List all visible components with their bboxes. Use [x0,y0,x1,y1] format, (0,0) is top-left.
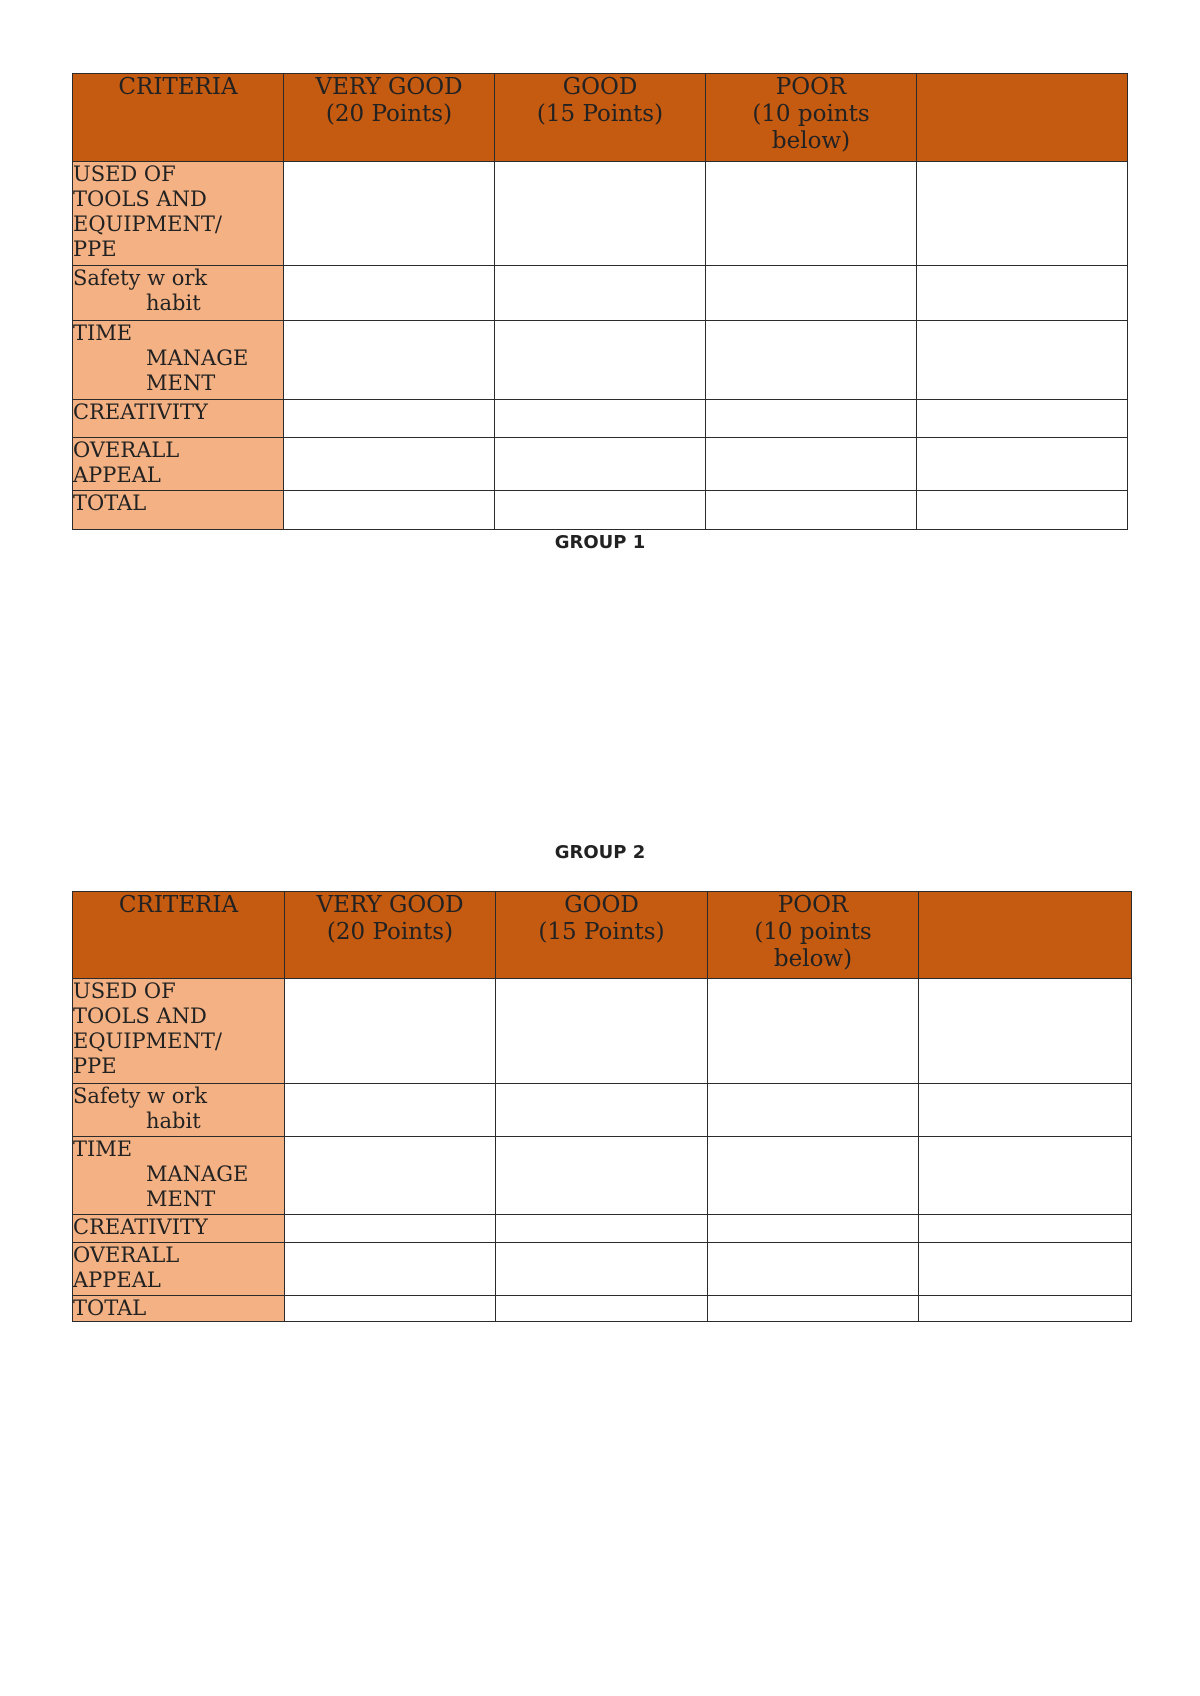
score-cell[interactable] [285,1084,496,1137]
score-cell[interactable] [917,266,1128,321]
criterion-total: TOTAL [73,1296,285,1322]
score-cell[interactable] [496,1084,708,1137]
criterion-creativity: CREATIVITY [73,1215,285,1243]
score-cell[interactable] [495,321,706,400]
group-2-label: GROUP 2 [554,842,646,863]
criterion-tools-equipment: USED OF TOOLS AND EQUIPMENT/ PPE [73,979,285,1084]
score-cell[interactable] [706,438,917,491]
criterion-safety-work-habit: Safety w ork habit [73,1084,285,1137]
score-cell[interactable] [496,1215,708,1243]
score-cell[interactable] [708,1296,919,1322]
rubric-table-group-2 [72,891,1132,1322]
score-cell[interactable] [919,1243,1132,1296]
table-row [73,266,1128,321]
score-cell[interactable] [919,1084,1132,1137]
rubric-table-group-1 [72,73,1128,530]
score-cell[interactable] [706,162,917,266]
score-cell[interactable] [917,438,1128,491]
table-row [73,321,1128,400]
good-header: GOOD (15 Points) [496,892,708,979]
group-1-label: GROUP 1 [554,532,646,553]
criterion-overall-appeal: OVERALL APPEAL [73,1243,285,1296]
good-header: GOOD (15 Points) [495,74,706,162]
header-row [73,892,1132,979]
score-cell[interactable] [496,1137,708,1215]
score-cell[interactable] [285,1243,496,1296]
score-cell[interactable] [284,400,495,438]
table-row [73,438,1128,491]
score-cell[interactable] [495,162,706,266]
blank-header [919,892,1132,979]
poor-header: POOR (10 points below) [708,892,919,979]
score-cell[interactable] [706,266,917,321]
criterion-tools-equipment: USED OF TOOLS AND EQUIPMENT/ PPE [73,162,284,266]
score-cell[interactable] [917,400,1128,438]
score-cell[interactable] [285,1296,496,1322]
score-cell[interactable] [495,491,706,530]
score-cell[interactable] [284,438,495,491]
score-cell[interactable] [917,491,1128,530]
criterion-time-management: TIME MANAGE MENT [73,1137,285,1215]
criterion-creativity: CREATIVITY [73,400,284,438]
poor-header: POOR (10 points below) [706,74,917,162]
score-cell[interactable] [495,400,706,438]
score-cell[interactable] [919,1296,1132,1322]
table-row [73,1215,1132,1243]
score-cell[interactable] [708,1243,919,1296]
score-cell[interactable] [285,979,496,1084]
criterion-time-management: TIME MANAGE MENT [73,321,284,400]
score-cell[interactable] [285,1215,496,1243]
score-cell[interactable] [284,491,495,530]
score-cell[interactable] [496,1243,708,1296]
score-cell[interactable] [496,979,708,1084]
score-cell[interactable] [284,266,495,321]
table-row [73,1243,1132,1296]
table-row [73,979,1132,1084]
table-row [73,1137,1132,1215]
score-cell[interactable] [708,979,919,1084]
score-cell[interactable] [495,266,706,321]
criteria-header: CRITERIA [73,74,284,162]
score-cell[interactable] [285,1137,496,1215]
score-cell[interactable] [919,1215,1132,1243]
score-cell[interactable] [708,1215,919,1243]
table-row [73,1084,1132,1137]
score-cell[interactable] [919,1137,1132,1215]
table-row [73,491,1128,530]
very-good-header: VERY GOOD (20 Points) [285,892,496,979]
criterion-safety-work-habit: Safety w ork habit [73,266,284,321]
score-cell[interactable] [706,321,917,400]
score-cell[interactable] [706,400,917,438]
criterion-overall-appeal: OVERALL APPEAL [73,438,284,491]
table-row [73,1296,1132,1322]
score-cell[interactable] [917,162,1128,266]
score-cell[interactable] [495,438,706,491]
header-row [73,74,1128,162]
very-good-header: VERY GOOD (20 Points) [284,74,495,162]
table-row [73,162,1128,266]
criterion-total: TOTAL [73,491,284,530]
score-cell[interactable] [284,321,495,400]
score-cell[interactable] [496,1296,708,1322]
score-cell[interactable] [919,979,1132,1084]
score-cell[interactable] [708,1137,919,1215]
blank-header [917,74,1128,162]
score-cell[interactable] [708,1084,919,1137]
criteria-header: CRITERIA [73,892,285,979]
score-cell[interactable] [706,491,917,530]
score-cell[interactable] [284,162,495,266]
table-row [73,400,1128,438]
score-cell[interactable] [917,321,1128,400]
